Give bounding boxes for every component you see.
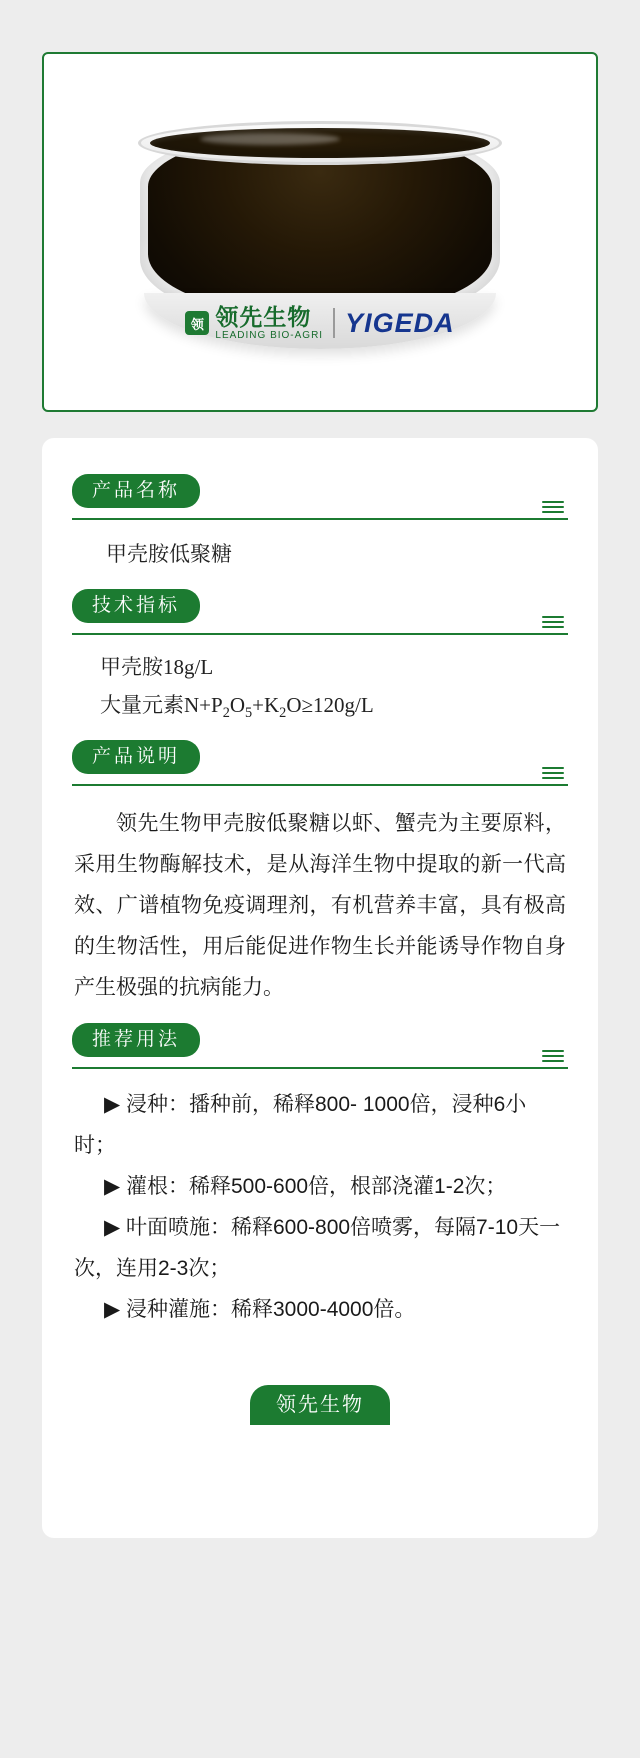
brand-name-cn: 领先生物 <box>215 303 312 330</box>
spec-item: 大量元素$N+P_2O_5+K_2O\ge 120g/L$ <box>100 692 374 721</box>
brand-left-group <box>185 303 324 341</box>
usage-item: ▶ 叶面喷施：稀释600-800倍喷雾，每隔7-10天一次，连用2-3次； <box>74 1215 561 1280</box>
section-title-product-description: 产品说明 <box>72 740 200 774</box>
section-tech-specs <box>72 589 568 735</box>
menu-lines-icon <box>542 616 564 631</box>
leaf-logo-icon: 领 <box>185 311 209 335</box>
section-recommended-usage <box>72 1023 568 1339</box>
usage-item: ▶ 灌根：稀释500-600倍，根部浇灌1-2次； <box>104 1175 507 1198</box>
footer-badge-container <box>72 1345 568 1425</box>
section-header <box>72 589 568 637</box>
brand-text-group <box>215 303 324 341</box>
menu-lines-icon <box>542 501 564 516</box>
header-rule <box>72 784 568 786</box>
spec-item: 甲壳胺18g/L <box>100 654 214 679</box>
dish-highlight <box>200 133 340 145</box>
product-info-card <box>42 438 598 1538</box>
brand-divider <box>333 308 335 338</box>
product-image-card <box>42 52 598 412</box>
product-description-text: 领先生物甲壳胺低聚糖以虾、蟹壳为主要原料，采用生物酶解技术，是从海洋生物中提取的新一代高效、广谱植物免疫调理剂，有机营养丰富，具有极高的生物活性，用后能促进作物生长并能诱导作物自身产生极强的抗病能力。 <box>74 812 566 1000</box>
brand-label <box>160 297 480 349</box>
section-header <box>72 740 568 788</box>
petri-dish-illustration <box>130 97 510 367</box>
usage-item: ▶ 浸种灌施：稀释3000-4000倍。 <box>104 1297 416 1321</box>
section-header <box>72 474 568 522</box>
section-product-name <box>72 474 568 583</box>
footer-brand-badge: 领先生物 <box>250 1385 390 1425</box>
section-title-product-name: 产品名称 <box>72 474 200 508</box>
usage-list <box>72 1071 568 1339</box>
section-product-description <box>72 740 568 1017</box>
menu-lines-icon <box>542 1050 564 1065</box>
brand-name-yigeda: YIGEDA <box>345 307 455 338</box>
section-title-recommended-usage: 推荐用法 <box>72 1023 200 1057</box>
section-header <box>72 1023 568 1071</box>
header-rule <box>72 1067 568 1069</box>
usage-item: ▶ 浸种：播种前，稀释800- 1000倍，浸种6小时； <box>74 1093 527 1158</box>
header-rule <box>72 633 568 635</box>
header-rule <box>72 518 568 520</box>
brand-name-en: LEADING BIO-AGRI <box>215 329 324 341</box>
section-title-tech-specs: 技术指标 <box>72 589 200 623</box>
product-name-value: 甲壳胺低聚糖 <box>106 542 232 566</box>
menu-lines-icon <box>542 767 564 782</box>
